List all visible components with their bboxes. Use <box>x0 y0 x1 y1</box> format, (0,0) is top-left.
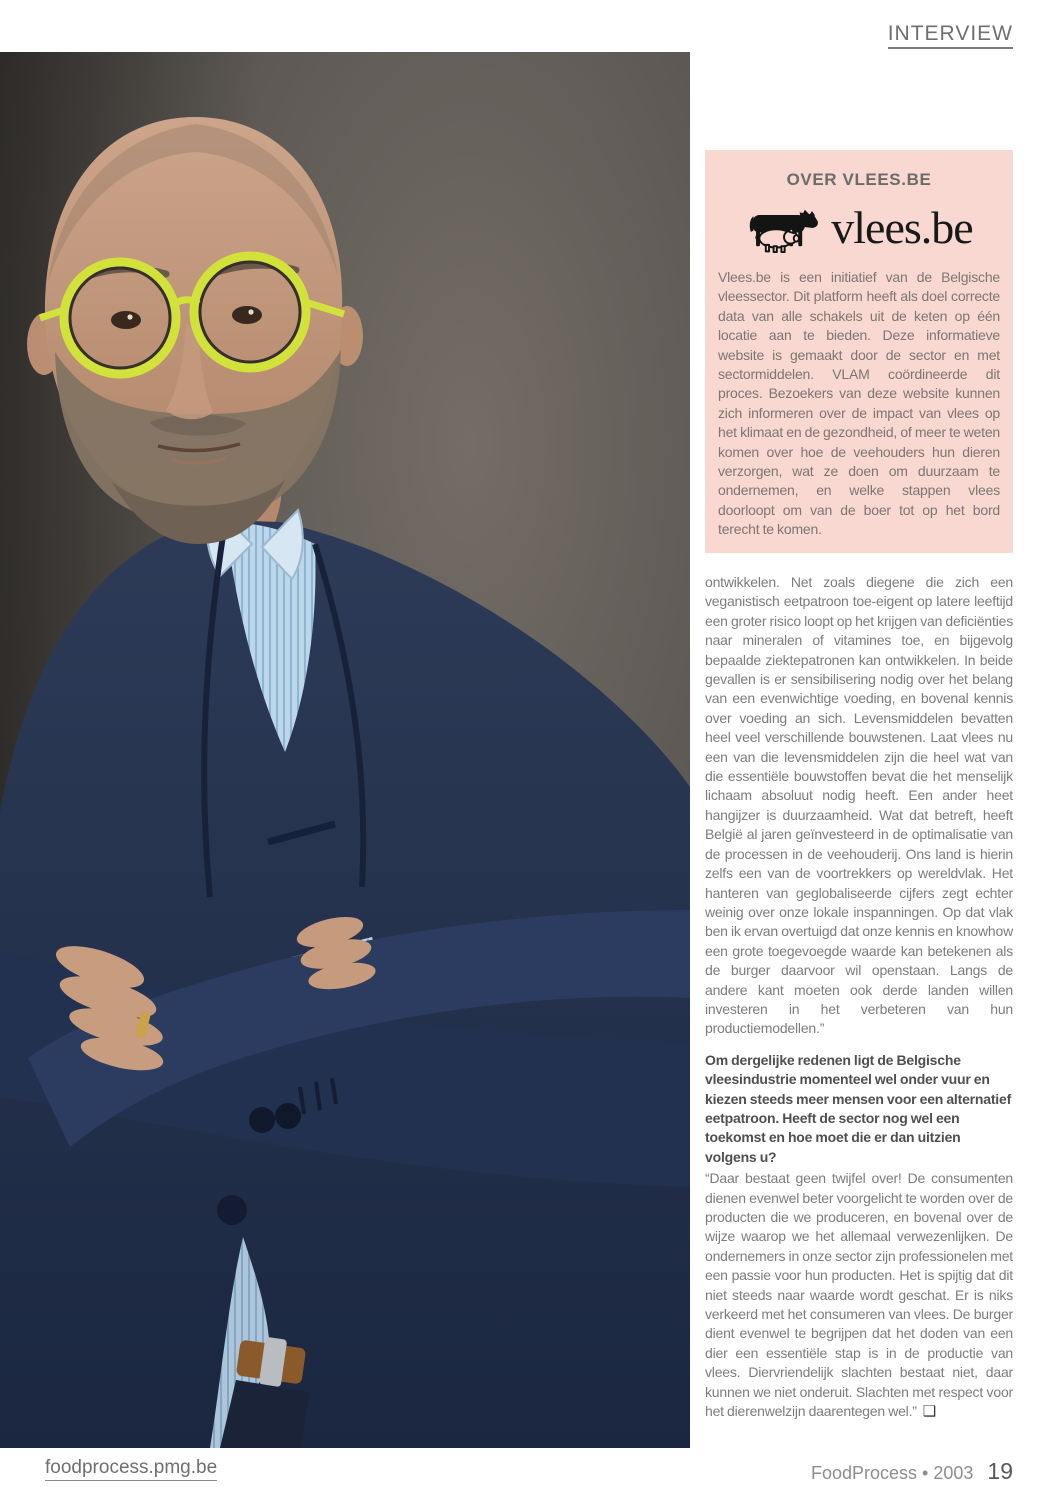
magazine-credit: FoodProcess • 2003 <box>811 1463 974 1483</box>
page-number: 19 <box>987 1458 1013 1484</box>
answer-text: “Daar bestaat geen twijfel over! De consumenten dienen evenwel beter voorgelicht te worden over de producten die we produceren, en bovenal over de wijze waarop we het allemaal verwezenlijken. De ondernemers in onze sector zijn professionelen met een passie voor hun producten. Het is spijtig dat dit niet steeds naar waarde wordt geschat. Er is niks verkeerd met het consumeren van vlees. De burger dient evenwel te begrijpen dat het doden van een dier een essentiële stap is in de productie van vlees. Diervriendelijk slachten bestaat niet, daar kunnen we niet onderuit. Slachten met respect voor het dierenwelzijn daarentegen wel.” <box>705 1170 1013 1420</box>
infobox-body: Vlees.be is een initiatief van de Belgische vleessector. Dit platform heeft als doel correcte data van alle schakels uit de keten op één locatie aan te bieden. Deze informatieve website is gemaakt door de sector en met sectormiddelen. VLAM coördineerde dit proces. Bezoekers van deze website kunnen zich informeren over de impact van vlees op het klimaat en de gezondheid, of meer te weten komen over hoe de veehouders hun dieren verzorgen, wat ze doen om duurzaam te ondernemen, en welke stappen vlees doorloopt om van de boer tot op het bord terecht te komen. <box>718 269 1000 538</box>
footer <box>811 1458 1013 1485</box>
section-label-interview: INTERVIEW <box>888 22 1013 49</box>
vleesbe-logo <box>718 202 1000 254</box>
portrait-illustration <box>0 52 690 1448</box>
article-column <box>705 573 1013 1435</box>
end-mark-icon: ❑ <box>922 1403 936 1421</box>
interview-answer <box>705 1169 1013 1421</box>
infobox-title: OVER VLEES.BE <box>786 170 932 189</box>
footer-link[interactable]: foodprocess.pmg.be <box>45 1457 217 1481</box>
interview-question: Om dergelijke redenen ligt de Belgische vleesindustrie momenteel wel onder vuur en kiezen steeds meer mensen voor een alternatief eetpatroon. Heeft de sector nog wel een toekomst en hoe moet die er dan uitzien volgens u? <box>705 1051 1012 1165</box>
portrait-photo <box>0 52 690 1448</box>
article-paragraph: ontwikkelen. Net zoals diegene die zich een veganistisch eetpatroon toe-eigent op latere leeftijd een groter risico loopt op het krijgen van deficiënties naar mineralen of vitamines toe, en bijgevolg bepaalde ziektepatronen kan ontwikkelen. In beide gevallen is er sensibilisering nodig over het belang van een evenwichtige voeding, en bovenal kennis over voeding an sich. Levensmiddelen bevatten heel veel verschillende bouwstenen. Laat vlees nu een van die levensmiddelen zijn die heel wat van die essentiële bouwstoffen bevat die het menselijk lichaam absoluut nodig heeft. Een ander heet hangijzer is duurzaamheid. Wat dat betreft, heeft België al jaren geïnvesteerd in de optimalisatie van de processen in de veehouderij. Ons land is hierin zelfs een van de voortrekkers op wereldvlak. Het hanteren van geglobaliseerde cijfers zegt echter weinig over onze lokale inspanningen. Op dat vlak ben ik ervan overtuigd dat onze kennis en knowhow een grote toegevoegde waarde kan betekenen als de burger daarvoor wil openstaan. Langs de andere kant moeten ook derde landen willen investeren in het verbeteren van hun productiemodellen.” <box>705 574 1013 1037</box>
cow-pig-icon <box>745 202 823 254</box>
infobox-vleesbe <box>705 150 1013 553</box>
vleesbe-wordmark: vlees.be <box>831 202 973 253</box>
